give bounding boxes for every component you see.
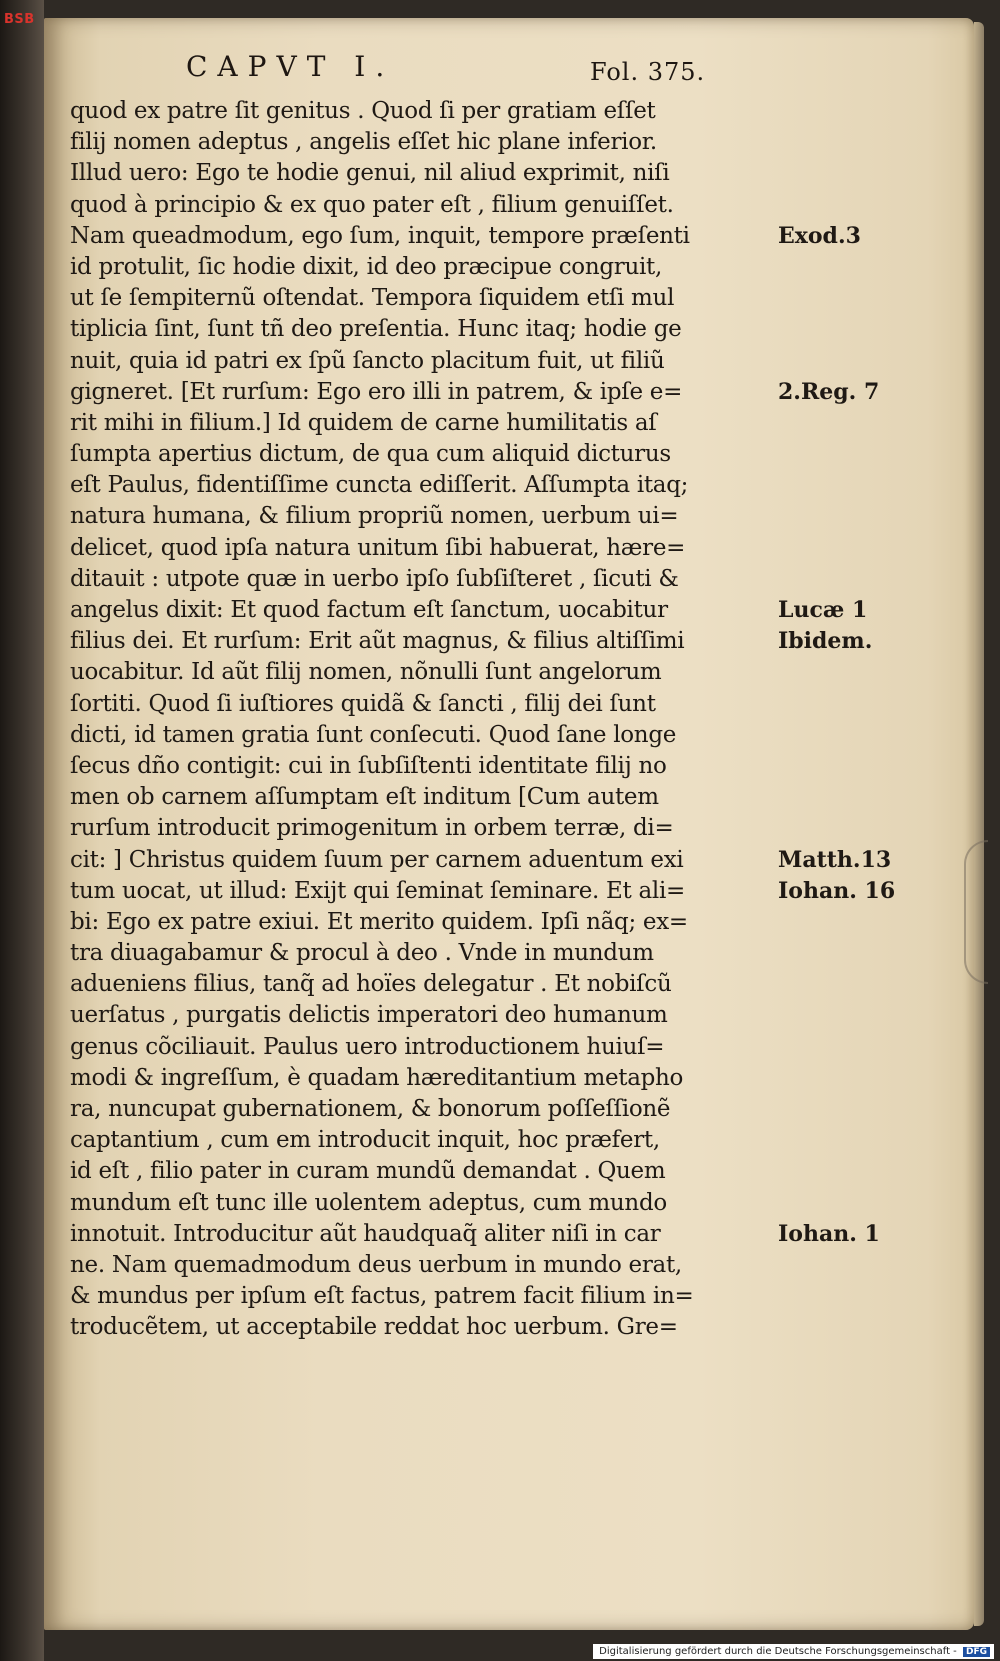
- text-line: ſecus dño contigit: cui in ſubſiſtenti identitate filij no: [70, 752, 667, 779]
- text-line: troducẽtem, ut acceptabile reddat hoc uerbum. Gre=: [70, 1314, 678, 1341]
- credit-text: Digitalisierung gefördert durch die Deutsche Forschungsgemeinschaft -: [599, 1646, 957, 1657]
- page-edge: [974, 22, 984, 1626]
- text-line: rit mihi in filium.] Id quidem de carne humilitatis aſ: [70, 409, 657, 436]
- digitization-credit: [593, 1644, 994, 1659]
- text-line: filius dei. Et rurſum: Erit aũt magnus, & filius altiſſimi: [70, 628, 685, 655]
- text-line: ſortiti. Quod ſi iuſtiores quidã & ſancti , filij dei ſunt: [70, 690, 656, 717]
- text-line: innotuit. Introducitur aũt haudquaq̃ aliter niſi in car: [70, 1220, 661, 1247]
- text-line: adueniens filius, tanq̃ ad hoïes delegatur . Et nobiſcũ: [70, 971, 672, 998]
- text-line: ne. Nam quemadmodum deus uerbum in mundo erat,: [70, 1251, 682, 1278]
- text-line: nuit, quia id patri ex ſpũ ſancto placitum fuit, ut filiũ: [70, 347, 665, 374]
- text-line: men ob carnem aſſumptam eſt inditum [Cum autem: [70, 784, 659, 811]
- text-line: ſumpta apertius dictum, de qua cum aliquid dicturus: [70, 441, 671, 468]
- text-line: natura humana, & filium propriũ nomen, uerbum ui=: [70, 503, 679, 530]
- running-title: CAPVT I.: [186, 50, 395, 83]
- text-line: quod à principio & ex quo pater eſt , filium genuiſſet.: [70, 191, 674, 218]
- text-line: captantium , cum em introducit inquit, hoc præfert,: [70, 1127, 660, 1154]
- text-line: tiplicia ſint, ſunt tñ deo preſentia. Hunc itaq; hodie ge: [70, 316, 682, 343]
- marginal-note: Ibidem.: [778, 628, 873, 655]
- text-line: filij nomen adeptus , angelis eſſet hic plane inferior.: [70, 129, 657, 156]
- text-line: tum uocat, ut illud: Exijt qui ſeminat ſeminare. Et ali=: [70, 877, 685, 904]
- text-line: uerſatus , purgatis delictis imperatori deo humanum: [70, 1002, 668, 1029]
- text-line: Illud uero: Ego te hodie genui, nil aliud exprimit, niſi: [70, 160, 670, 187]
- marginal-note: Iohan. 16: [778, 878, 896, 904]
- dfg-logo: DFG: [963, 1647, 990, 1657]
- text-line: modi & ingreſſum, è quadam hæreditantium metapho: [70, 1064, 684, 1091]
- marginal-note: Lucæ 1: [778, 597, 868, 624]
- text-line: eſt Paulus, fidentiſſime cuncta ediſſerit. Aſſumpta itaq;: [70, 472, 689, 499]
- marginal-note: Iohan. 1: [778, 1221, 880, 1248]
- text-line: bi: Ego ex patre exiui. Et merito quidem. Ipſi nãq; ex=: [70, 908, 688, 935]
- text-line: ra, nuncupat gubernationem, & bonorum poſſeſſionẽ: [70, 1096, 671, 1122]
- text-line: id protulit, ſic hodie dixit, id deo præcipue congruit,: [70, 253, 662, 280]
- marginal-note: Matth.13: [778, 846, 892, 873]
- text-line: tra diuagabamur & procul à deo . Vnde in mundum: [70, 940, 654, 967]
- library-stamp: BSB: [4, 12, 35, 27]
- text-line: quod ex patre ſit genitus . Quod ſi per gratiam eſſet: [70, 98, 656, 124]
- text-line: dicti, id tamen gratia ſunt conſecuti. Quod ſane longe: [70, 721, 677, 748]
- text-line: genus cõciliauit. Paulus uero introductionem huiuſ=: [70, 1033, 665, 1060]
- text-line: ut ſe ſempiternũ oſtendat. Tempora ſiquidem etſi mul: [70, 285, 675, 312]
- text-line: cit: ] Christus quidem ſuum per carnem aduentum exi: [70, 846, 684, 873]
- folio-number: Fol. 375.: [590, 58, 706, 86]
- text-line: id eſt , filio pater in curam mundũ demandat . Quem: [70, 1158, 666, 1185]
- text-line: mundum eſt tunc ille uolentem adeptus, cum mundo: [70, 1189, 667, 1216]
- marginal-note: Exod.3: [778, 222, 861, 249]
- book-spine: [0, 0, 44, 1661]
- marginal-note: 2.Reg. 7: [778, 378, 880, 405]
- body-text: [70, 96, 770, 1344]
- text-line: rurſum introducit primogenitum in orbem terræ, di=: [70, 815, 674, 842]
- page-clip-mark: [964, 840, 988, 984]
- text-line: angelus dixit: Et quod factum eſt ſanctum, uocabitur: [70, 597, 668, 623]
- text-line: uocabitur. Id aũt filij nomen, nõnulli ſunt angelorum: [70, 659, 662, 686]
- text-line: gigneret. [Et rurſum: Ego ero illi in patrem, & ipſe e=: [70, 378, 683, 405]
- text-line: & mundus per ipſum eſt factus, patrem facit filium in=: [70, 1283, 694, 1310]
- text-line: ditauit : utpote quæ in uerbo ipſo ſubſiſteret , ſicuti &: [70, 565, 679, 592]
- text-line: Nam queadmodum, ego ſum, inquit, tempore præſenti: [70, 222, 690, 249]
- text-line: delicet, quod ipſa natura unitum ſibi habuerat, hære=: [70, 534, 686, 561]
